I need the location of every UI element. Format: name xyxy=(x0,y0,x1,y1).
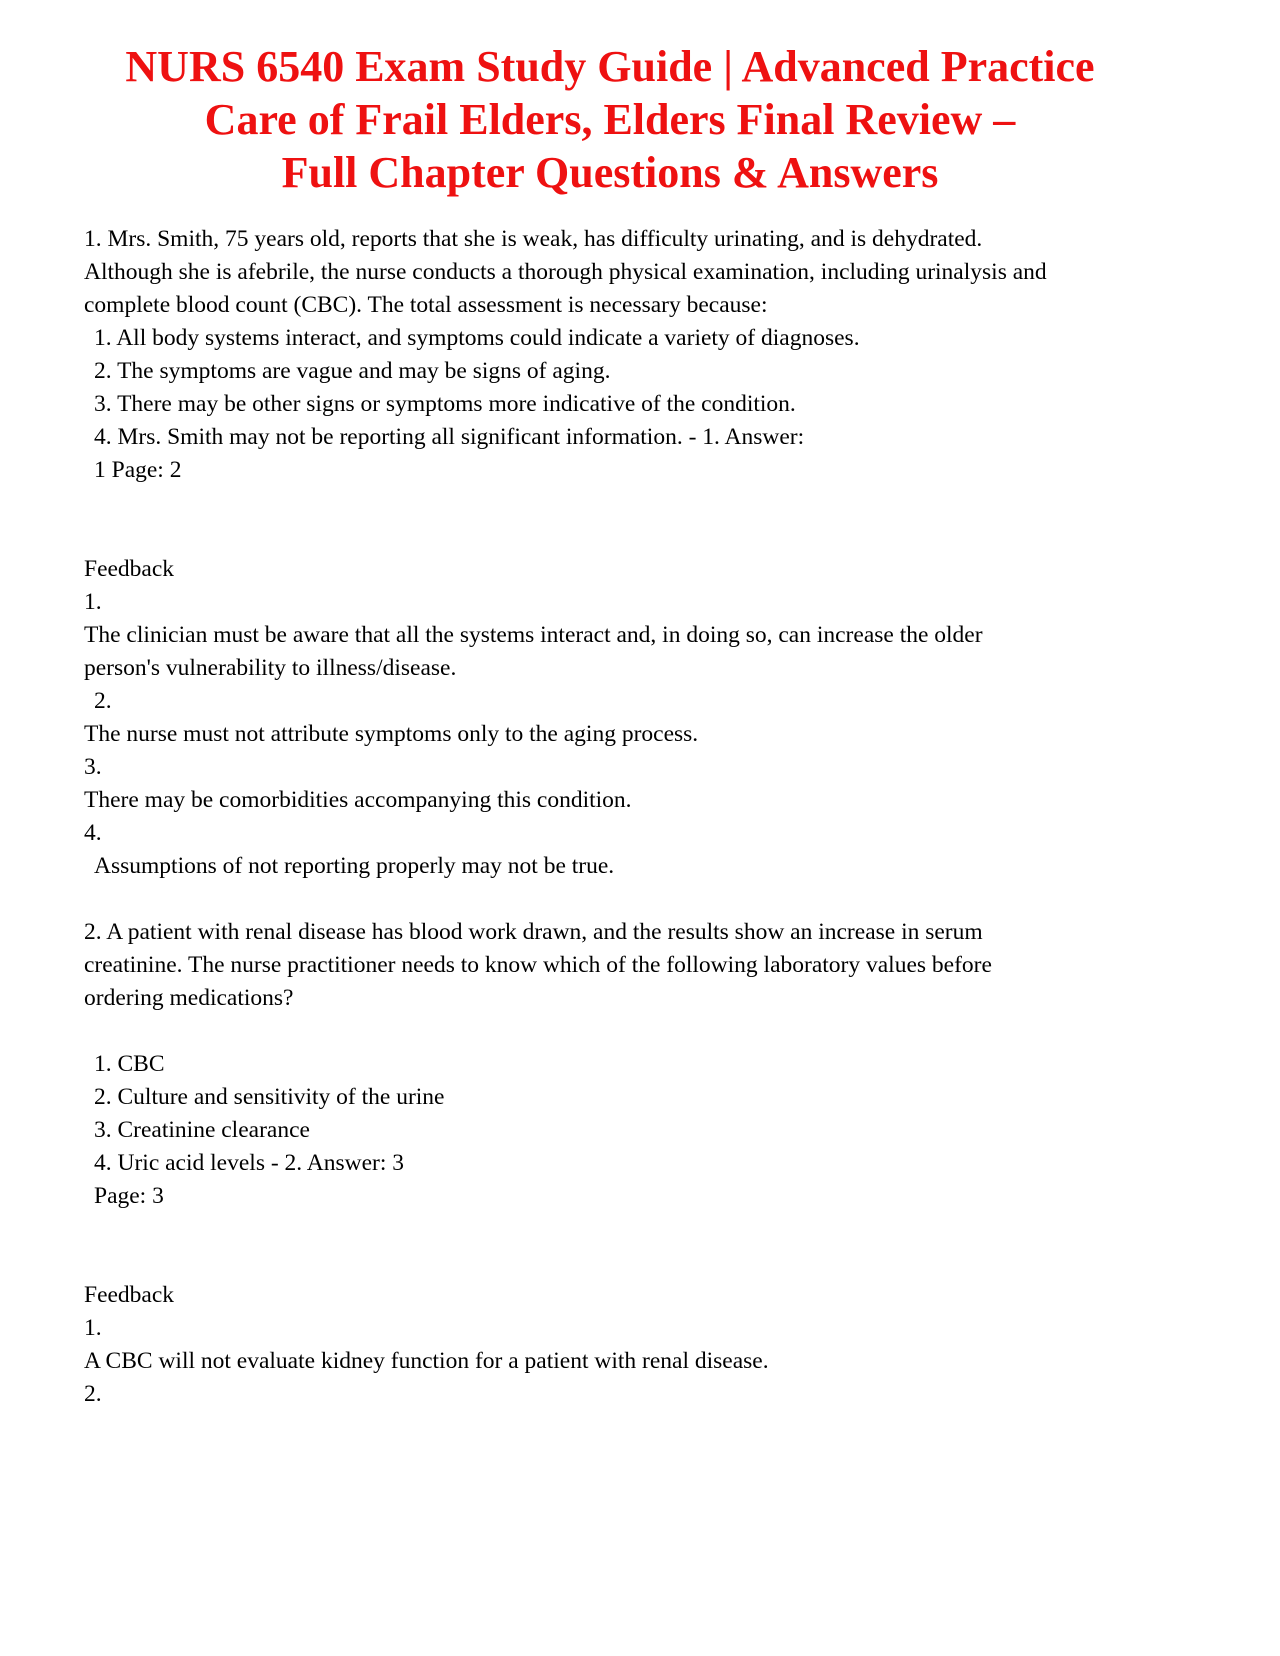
feedback-line: 3. xyxy=(84,754,102,780)
feedback-2 xyxy=(84,1279,1214,1411)
feedback-line: 2. xyxy=(84,1381,102,1407)
feedback-line: 1. xyxy=(84,1315,102,1341)
feedback-line: 1. xyxy=(84,589,102,615)
title-line: NURS 6540 Exam Study Guide | Advanced Practice xyxy=(125,42,1095,91)
title-line: Care of Frail Elders, Elders Final Review – xyxy=(204,95,1016,144)
feedback-line: person's vulnerability to illness/disease. xyxy=(84,655,457,681)
answer-option: 3. Creatinine clearance xyxy=(94,1117,310,1143)
feedback-line: 4. xyxy=(84,820,102,846)
answer-option: 2. Culture and sensitivity of the urine xyxy=(94,1084,445,1110)
feedback-1 xyxy=(84,553,1214,883)
question-stem-line: 1. Mrs. Smith, 75 years old, reports that she is weak, has difficulty urinating, and is dehydrated. xyxy=(84,226,983,252)
question-stem-line: creatinine. The nurse practitioner needs to know which of the following laboratory values before xyxy=(84,952,992,978)
answer-page: 1 Page: 2 xyxy=(94,457,182,483)
question-1 xyxy=(84,223,1214,487)
feedback-line: 2. xyxy=(94,688,112,714)
feedback-line: Assumptions of not reporting properly may not be true. xyxy=(94,853,615,879)
document-title xyxy=(60,40,1160,199)
question-stem-line: 2. A patient with renal disease has blood work drawn, and the results show an increase in serum xyxy=(84,919,983,945)
spacer xyxy=(84,1213,1214,1279)
spacer xyxy=(84,883,1214,916)
answer-option: 2. The symptoms are vague and may be signs of aging. xyxy=(94,358,611,384)
feedback-heading: Feedback xyxy=(84,1282,175,1308)
answer-option: 3. There may be other signs or symptoms more indicative of the condition. xyxy=(94,391,796,417)
answer-option: 4. Mrs. Smith may not be reporting all significant information. - 1. Answer: xyxy=(94,424,805,450)
answer-option: 1. All body systems interact, and symptoms could indicate a variety of diagnoses. xyxy=(94,325,860,351)
feedback-line: The clinician must be aware that all the systems interact and, in doing so, can increase the older xyxy=(84,622,983,648)
title-line: Full Chapter Questions & Answers xyxy=(281,148,939,197)
feedback-heading: Feedback xyxy=(84,556,175,582)
document-body xyxy=(84,223,1214,1411)
question-stem-line: complete blood count (CBC). The total assessment is necessary because: xyxy=(84,292,768,318)
answer-option: 4. Uric acid levels - 2. Answer: 3 xyxy=(94,1150,404,1176)
spacer xyxy=(84,487,1214,553)
spacer xyxy=(84,1015,1214,1048)
answer-page: Page: 3 xyxy=(94,1183,164,1209)
question-stem-line: Although she is afebrile, the nurse conducts a thorough physical examination, including urinalysis and xyxy=(84,259,1047,285)
feedback-line: A CBC will not evaluate kidney function for a patient with renal disease. xyxy=(84,1348,769,1374)
feedback-line: The nurse must not attribute symptoms only to the aging process. xyxy=(84,721,699,747)
answer-option: 1. CBC xyxy=(94,1051,165,1077)
question-2 xyxy=(84,916,1214,1213)
feedback-line: There may be comorbidities accompanying this condition. xyxy=(84,787,632,813)
question-stem-line: ordering medications? xyxy=(84,985,294,1011)
